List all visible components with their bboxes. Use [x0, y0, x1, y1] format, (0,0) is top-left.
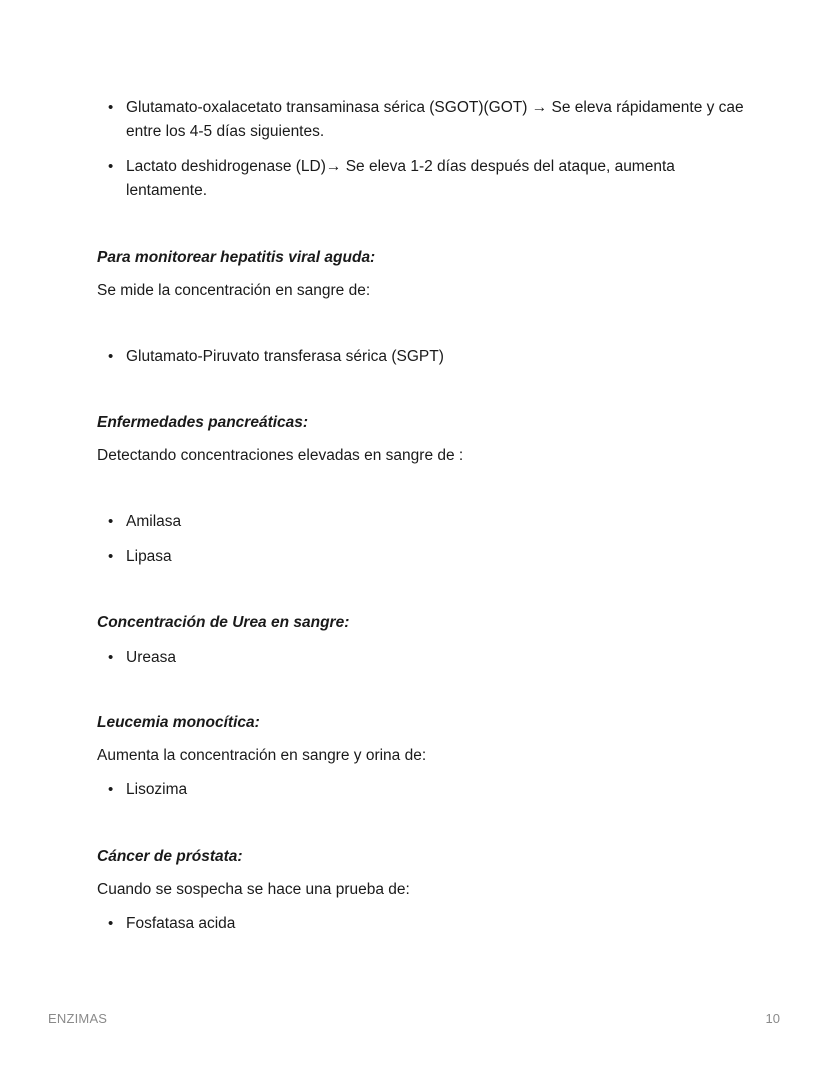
prostata-list: [97, 912, 747, 936]
list-item: • Glutamato-oxalacetato transaminasa sérica (SGOT)(GOT) → Se eleva rápidamente y cae entre los 4-5 días siguientes.: [126, 96, 747, 144]
list-item: • Lisozima: [126, 778, 747, 802]
list-item: • Lactato deshidrogenase (LD)→ Se eleva 1-2 días después del ataque, aumenta lentamente.: [126, 155, 747, 203]
section-intro-hepatitis: Se mide la concentración en sangre de:: [97, 282, 371, 299]
section-heading-pancreas: Enfermedades pancreáticas:: [97, 414, 309, 431]
section-intro-prostata: Cuando se sospecha se hace una prueba de:: [97, 881, 410, 898]
leucemia-list: [97, 778, 747, 802]
list-item: • Fosfatasa acida: [126, 912, 747, 936]
page-content: [97, 96, 747, 936]
section-heading-leucemia: Leucemia monocítica:: [97, 714, 260, 731]
urea-list: [97, 646, 747, 670]
section-intro-leucemia: Aumenta la concentración en sangre y orina de:: [97, 747, 427, 764]
pancreas-list: [97, 510, 747, 569]
section-intro-pancreas: Detectando concentraciones elevadas en sangre de :: [97, 447, 464, 464]
cardiac-enzyme-list: [97, 96, 747, 203]
section-heading-prostata: Cáncer de próstata:: [97, 848, 243, 865]
footer-document-title: ENZIMAS: [48, 1011, 108, 1026]
list-item: • Lipasa: [126, 545, 747, 569]
footer-page-number: 10: [765, 1011, 780, 1026]
hepatitis-list: [97, 345, 747, 369]
list-item: • Amilasa: [126, 510, 747, 534]
list-item: • Ureasa: [126, 646, 747, 670]
section-heading-hepatitis: Para monitorear hepatitis viral aguda:: [97, 249, 376, 266]
section-heading-urea: Concentración de Urea en sangre:: [97, 614, 350, 631]
list-item: • Glutamato-Piruvato transferasa sérica (SGPT): [126, 345, 747, 369]
